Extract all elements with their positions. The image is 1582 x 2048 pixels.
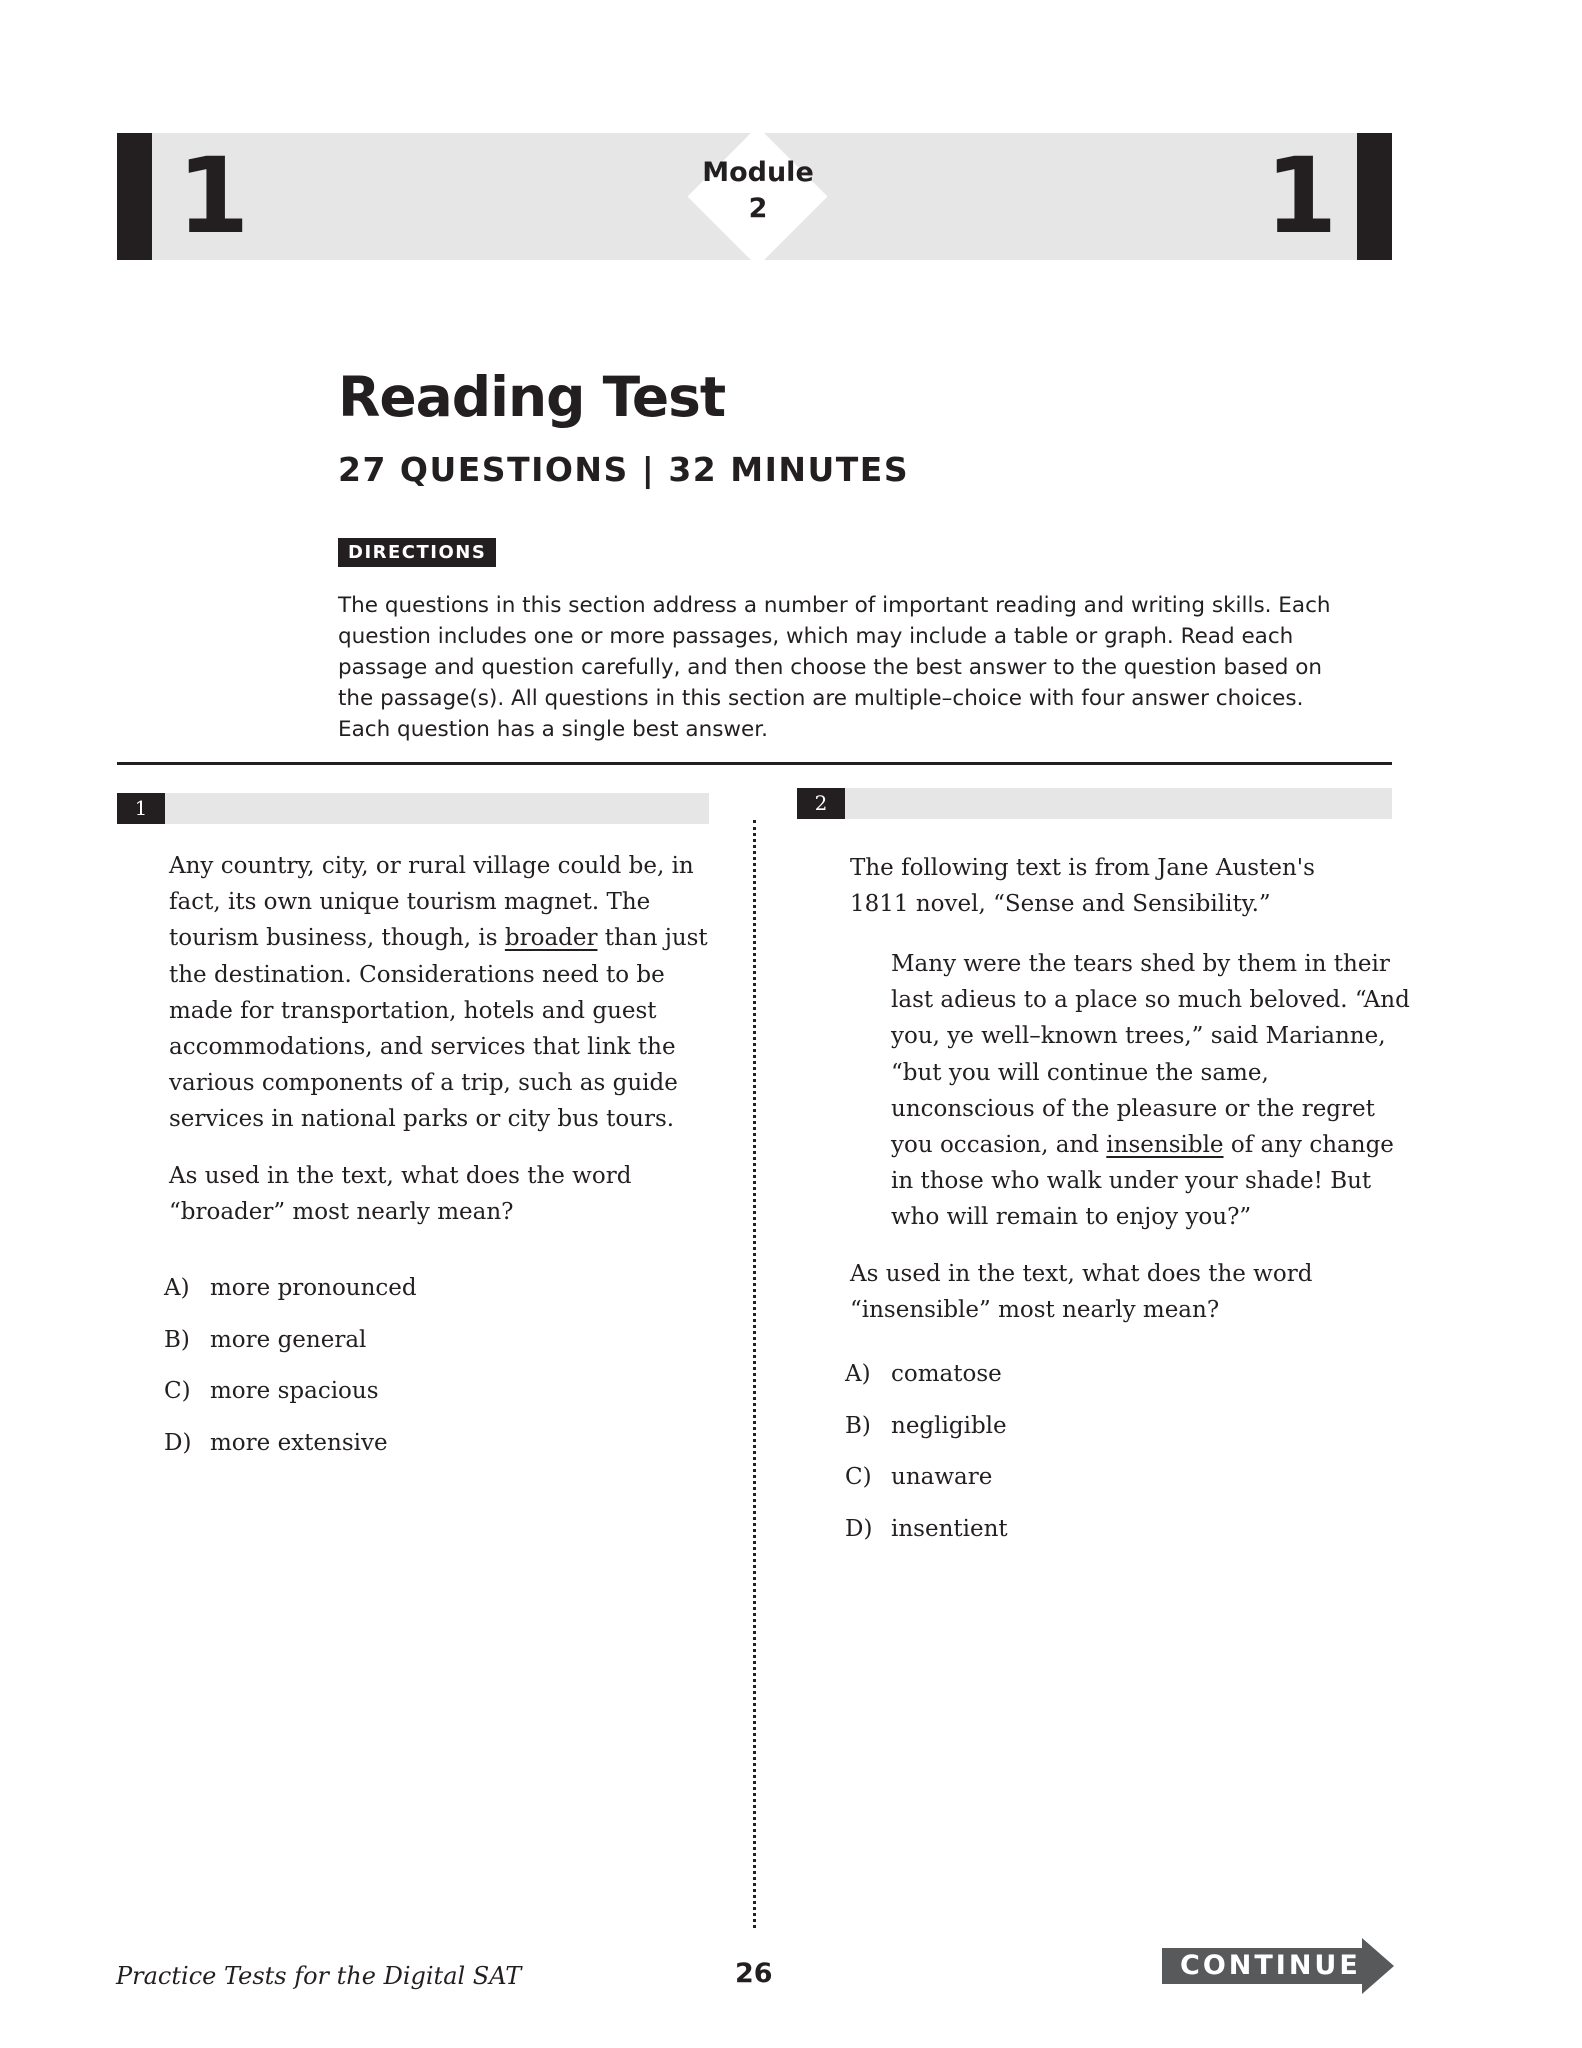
choice-text: comatose: [891, 1361, 1002, 1387]
question-2-quote: [891, 946, 1411, 1236]
test-subtitle: 27 QUESTIONS | 32 MINUTES: [338, 450, 910, 489]
question-2-number: 2: [797, 788, 845, 819]
quote-text: Many were the tears shed by them in their last adieus to a place so much beloved. “And you, ye well–known trees,” said Marianne, “but you will continue the same, unconscious of the pleasure or the regret you occasion, and: [891, 951, 1410, 1159]
answer-choice-d[interactable]: [845, 1511, 1345, 1563]
question-2-bar: [797, 788, 1392, 819]
choice-letter: D): [164, 1430, 192, 1457]
section-marker-bar-left: [117, 133, 152, 260]
answer-choice-a[interactable]: [845, 1356, 1345, 1408]
choice-text: more pronounced: [210, 1275, 417, 1301]
section-marker-bar-right: [1357, 133, 1392, 260]
choice-letter: B): [164, 1326, 190, 1353]
quote-text: of any change in those who walk under your shade! But who will remain to enjoy you?”: [891, 1132, 1394, 1231]
module-label: [652, 155, 864, 227]
page-title: Reading Test: [338, 365, 726, 429]
answer-choice-a[interactable]: [164, 1270, 664, 1322]
column-divider: [753, 820, 756, 1928]
underlined-word: insensible: [1106, 1132, 1224, 1159]
section-rule: [117, 762, 1392, 765]
question-1-bar: [117, 793, 709, 824]
choice-text: more spacious: [210, 1378, 379, 1405]
module-label-text: Module: [702, 157, 814, 188]
answer-choice-c[interactable]: [845, 1459, 1345, 1511]
answer-choice-c[interactable]: [164, 1373, 664, 1425]
answer-choice-b[interactable]: [845, 1408, 1345, 1460]
question-1-choices: [164, 1270, 664, 1477]
choice-letter: D): [845, 1516, 873, 1543]
underlined-word: broader: [504, 925, 598, 952]
choice-letter: A): [845, 1361, 871, 1387]
question-2-prompt: As used in the text, what does the word “insensible” most nearly mean?: [850, 1261, 1313, 1324]
choice-text: unaware: [891, 1464, 993, 1491]
section-number-left: 1: [177, 135, 250, 257]
choice-letter: A): [164, 1275, 190, 1301]
continue-label: CONTINUE: [1180, 1950, 1361, 1981]
continue-button[interactable]: [1162, 1938, 1394, 1994]
choice-letter: C): [164, 1378, 191, 1405]
footer-book-title: Practice Tests for the Digital SAT: [116, 1962, 522, 1990]
question-1-prompt: As used in the text, what does the word “broader” most nearly mean?: [169, 1163, 632, 1226]
choice-letter: B): [845, 1412, 871, 1439]
answer-choice-d[interactable]: [164, 1425, 664, 1477]
passage-text: than just the destination. Considerations need to be made for transportation, hotels and guest accommodations, and services that link the various components of a trip, such as guide services in national parks or city bus tours.: [169, 925, 708, 1133]
module-number: 2: [748, 193, 768, 224]
passage-text: Any country, city, or rural village could be, in fact, its own unique tourism magnet. The tourism business, though, is: [169, 853, 694, 952]
question-2-intro: The following text is from Jane Austen's 1811 novel, “Sense and Sensibility.”: [850, 855, 1315, 918]
answer-choice-b[interactable]: [164, 1322, 664, 1374]
choice-text: negligible: [891, 1412, 1007, 1439]
directions-badge: DIRECTIONS: [338, 538, 496, 567]
section-number-right: 1: [1265, 135, 1338, 257]
choice-text: more extensive: [210, 1430, 388, 1457]
choice-text: more general: [210, 1326, 367, 1353]
choice-text: insentient: [891, 1516, 1008, 1543]
question-1-number: 1: [117, 793, 165, 824]
page-number: 26: [735, 1958, 773, 1989]
question-2-choices: [845, 1356, 1345, 1563]
choice-letter: C): [845, 1464, 872, 1491]
question-1-passage: [169, 848, 729, 1138]
directions-text: The questions in this section address a number of important reading and writing skills. Each question includes one or more passages, which may include a table or graph. Read each passage and question carefully, and then choose the best answer to the question based on the passage(s). All questions in this section are multiple–choice with four answer choices. Each question has a single best answer.: [338, 593, 1331, 742]
